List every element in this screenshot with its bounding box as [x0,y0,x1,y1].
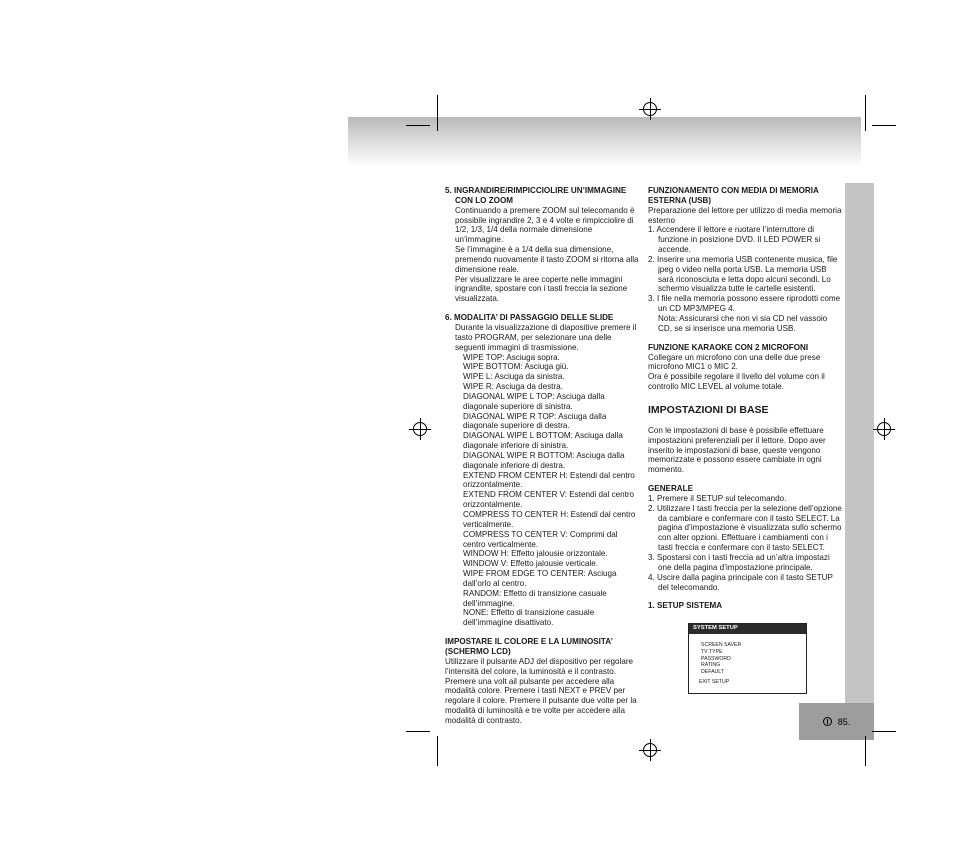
crop-mark [865,736,866,766]
language-icon [823,717,832,726]
registration-mark-icon [409,418,431,440]
usb-note: Nota: Assicurarsi che non vi sia CD nel vassoio CD, se si inserisce una memoria USB. [658,313,828,333]
karaoke-paragraph: Collegare un microfono con una delle due prese microfono MIC1 o MIC 2. [648,352,821,372]
system-setup-screen [688,623,807,694]
setup-menu-item: SCREEN SAVER [701,642,742,648]
usb-step: 2. Inserire una memoria USB contenente musica, file jpeg o video nella porta USB. La memoria USB sarà riconosciuta e letta dopo alcuni secondi. Lo schermo visualizza tutte le cartelle esistenti. [648,254,838,294]
page-number: 85. [837,716,851,727]
registration-mark-icon [639,98,661,120]
slide-item: WIPE L: Asciuga da sinistra. [463,372,565,382]
registration-mark-icon [873,418,895,440]
general-section-title: GENERALE [648,484,693,494]
setup-screen-title: SYSTEM SETUP [689,624,806,634]
slide-item: WIPE TOP: Asciuga sopra. [463,352,560,362]
slide-item: EXTEND FROM CENTER H: Estendi dal centro orizzontalmente. [463,470,635,490]
setup-menu-item: TV TYPE [701,648,723,655]
slide-item: WIPE R: Asciuga da destra. [463,382,563,392]
karaoke-section-title: FUNZIONE KARAOKE CON 2 MICROFONI [648,342,809,352]
setup-menu-item: RATING [701,662,721,669]
crop-mark [406,125,430,126]
zoom-section-title-2: CON LO ZOOM [455,195,513,205]
slide-item: WINDOW H: Effetto jalousie orizzontale. [463,549,608,559]
color-paragraph: Utilizzare il pulsante ADJ del dispositivo per regolare l’intensità del colore, la luminosità e il contrasto. Premere una volt ail pulsante per accedere alla modalità colore. Premere i tasti NEXT e PREV per regolare il colore. Premere il pulsante due volte per la modalità di luminosità e tre volte per accedere alla modalità di contrasto. [445,656,637,725]
zoom-paragraph-1: Continuando a premere ZOOM sul telecomando è possibile ingrandire 2, 3 e 4 volte e rimpicciolire di 1/2, 1/3, 1/4 della normale dimensione un’immagine. [455,205,635,245]
general-step: 2. Utilizzare I tasti freccia per la selezione dell’opzione da cambiare e confermare con il tasto SELECT. La pagina d’impostazione è visualizzata sullo schermo con alter opzioni. Effettuare i cambiamenti con i tasti freccia e confermare con il tasto SELECT. [648,503,842,553]
crop-mark [872,731,896,732]
color-section-title: IMPOSTARE IL COLORE E LA LUMINOSITA’ [445,637,613,647]
slide-item: WIPE BOTTOM: Asciuga giù. [463,362,569,372]
right-column [648,186,843,611]
slide-intro: Durante la visualizzazione di diapositive premere il tasto PROGRAM, per selezionare una delle seguenti immagini di trasmissione. [455,322,637,352]
usb-section-title: FUNZIONAMENTO CON MEDIA DI MEMORIA ESTERNA (USB) [648,186,819,205]
zoom-paragraph-3: Per visualizzare le aree coperte nelle immagini ingrandite, spostare con i tasti freccia la sezione visualizzata. [455,274,628,304]
slide-item: COMPRESS TO CENTER V: Comprimi dal centro verticalmente. [463,529,618,549]
page-number-box [799,703,874,740]
left-column [445,186,641,726]
crop-mark [872,125,896,126]
setup-menu-item: DEFAULT [701,669,724,676]
base-settings-heading: IMPOSTAZIONI DI BASE [648,403,769,416]
crop-mark [437,736,438,766]
color-section-title-2: (SCHERMO LCD) [445,646,511,656]
usb-step: 1. Accendere il lettore e ruotare l’interruttore di funzione in posizione DVD. Il LED POWER si accende. [648,225,821,255]
crop-mark [406,731,430,732]
karaoke-paragraph-2: Ora è possibile regolare il livello del volume con il controllo MIC LEVEL al volume totale. [648,372,825,392]
slide-item: RANDOM: Effetto di transizione casuale dell’immagine. [463,588,607,608]
zoom-section-title: 5. INGRANDIRE/RIMPICCIOLIRE UN’IMMAGINE [445,186,627,195]
slide-item: DIAGONAL WIPE L BOTTOM: Asciuga dalla diagonale inferiore di sinistra. [463,431,623,451]
crop-mark [437,95,438,131]
usb-intro: Preparazione del lettore per utilizzo di media memoria esterno [648,205,842,225]
slide-item: WINDOW V: Effetto jalousie verticale. [463,559,598,569]
crop-mark [865,95,866,131]
slide-item: EXTEND FROM CENTER V: Estendi dal centro orizzontalmente. [463,490,635,510]
slide-item: COMPRESS TO CENTER H: Estendi dal centro verticalmente. [463,510,636,529]
base-settings-paragraph: Con le impostazioni di base è possibile effettuare impostazioni preferenziali per il lettore. Dopo aver inserito le impostazioni di base, queste vengono memorizzate e possono essere cambiate in ogni momento. [648,425,826,475]
general-step: 1. Premere il SETUP sul telecomando. [648,493,787,503]
setup-menu-item: PASSWORD [701,655,731,662]
zoom-paragraph-2: Se l’immagine è a 1/4 della sua dimensione, premendo nuovamente il tasto ZOOM si ritorna alla dimensione reale. [455,245,639,274]
slide-section-title: 6. MODALITA’ DI PASSAGGIO DELLE SLIDE [445,313,614,323]
usb-step: 3. I file nella memoria possono essere riprodotti come un CD MP3/MPEG 4. [648,294,841,314]
slide-item: WIPE FROM EDGE TO CENTER: Asciuga dall’orlo al centro. [463,569,617,588]
slide-item: DIAGONAL WIPE R TOP: Asciuga dalla diagonale superiore di destra. [463,411,607,431]
slide-item: NONE: Effetto di transizione casuale dell’immagine disattivato. [463,608,595,628]
setup-exit-item: EXIT SETUP [699,678,730,685]
general-step: 3. Spostarsi con i tasti freccia ad un’altra impostazi one della pagina d’impostazione principale. [648,553,830,572]
registration-mark-icon [639,739,661,761]
setup-system-title: 1. SETUP SISTEMA [648,601,723,611]
slide-item: DIAGONAL WIPE R BOTTOM: Asciuga dalla diagonale inferiore di destra. [463,450,625,470]
side-tab-strip [845,183,874,703]
slide-item: DIAGONAL WIPE L TOP: Asciuga dalla diagonale superiore di sinistra. [463,391,605,411]
general-step: 4. Uscire dalla pagina principale con il tasto SETUP del telecomando. [648,572,833,592]
